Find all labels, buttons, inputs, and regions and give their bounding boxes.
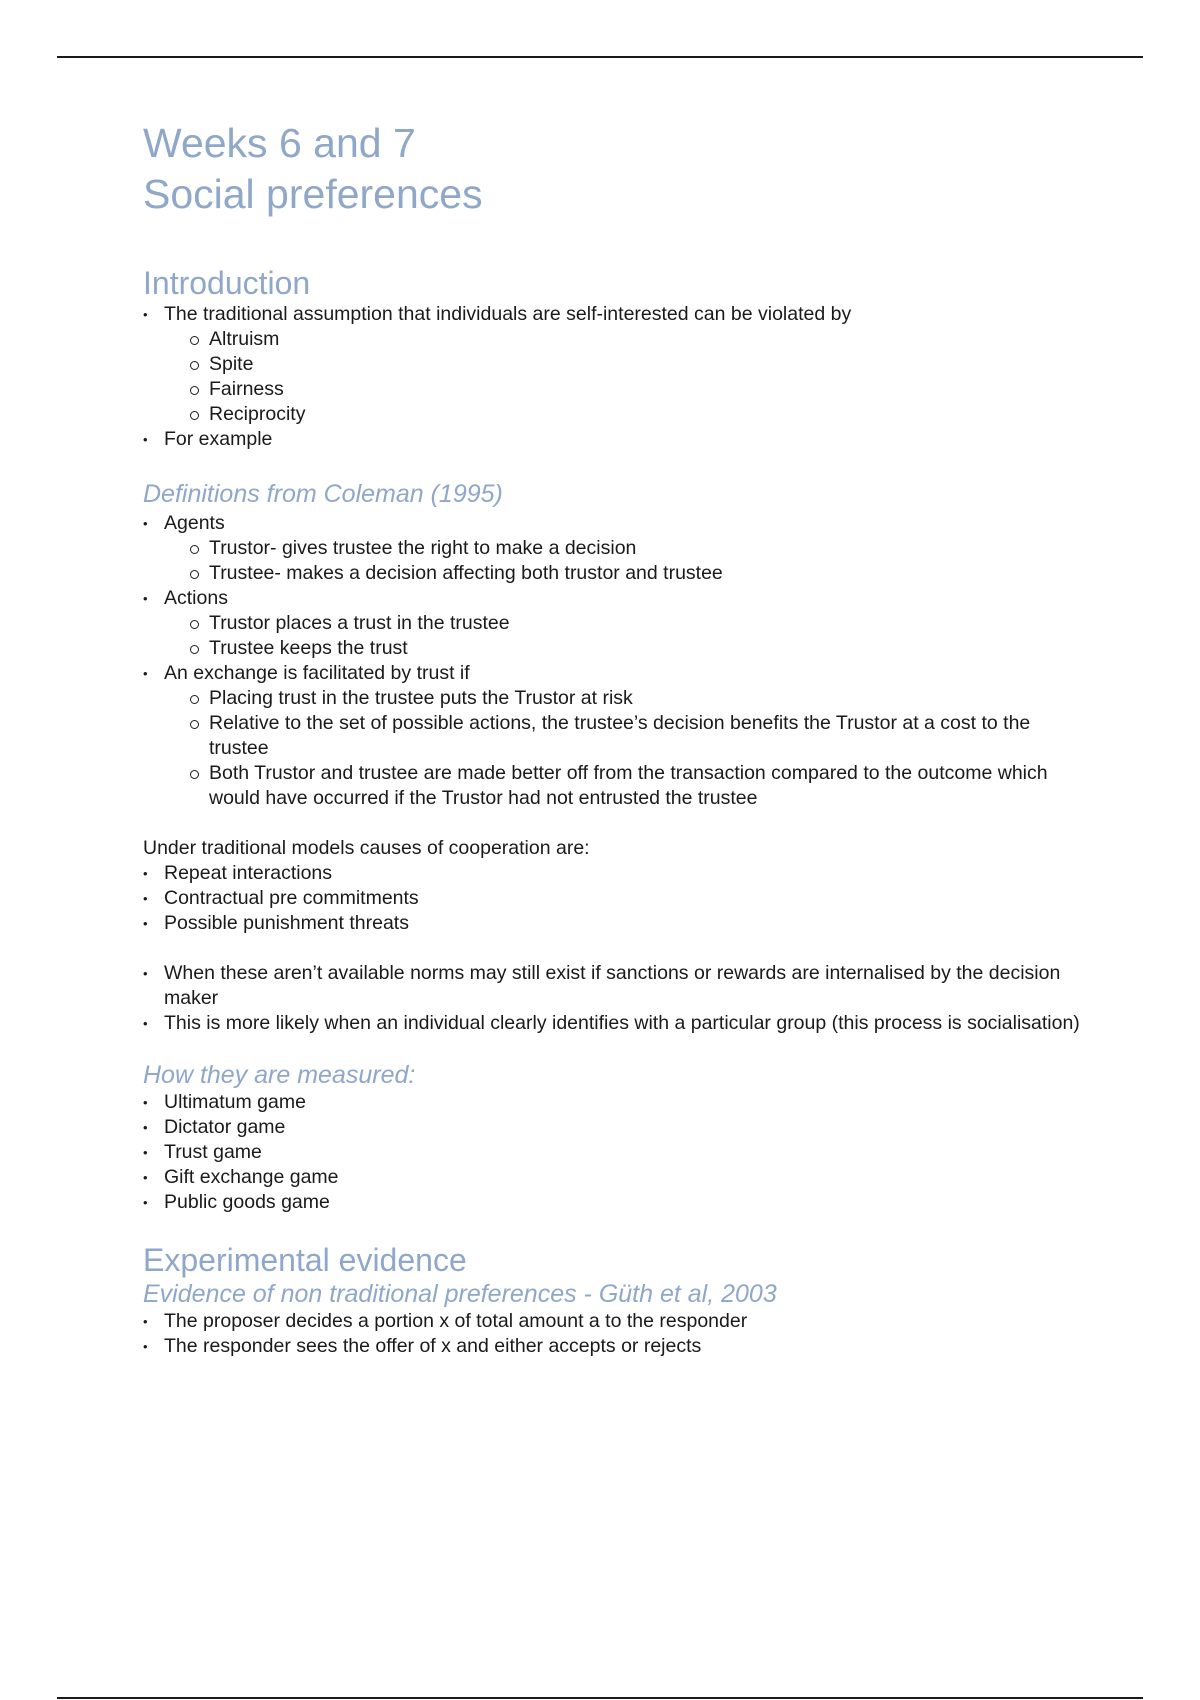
top-rule [57, 56, 1143, 58]
list-item-text: An exchange is facilitated by trust if [164, 662, 470, 684]
document-title [143, 118, 1083, 220]
list-item: • Public goods game [143, 1190, 1083, 1215]
list-item: Trustor- gives trustee the right to make a decision [187, 536, 1083, 561]
introduction-heading: Introduction [143, 265, 311, 301]
list-item: Trustee keeps the trust [187, 636, 1083, 661]
experimental-list [143, 1309, 1083, 1359]
list-item: • When these aren’t available norms may still exist if sanctions or rewards are internalised by the decision maker [143, 961, 1083, 1011]
list-item-text: The traditional assumption that individuals are self-interested can be violated by [164, 303, 852, 325]
list-item-text: Agents [164, 512, 225, 534]
list-item: Trustee- makes a decision affecting both trustor and trustee [187, 561, 1083, 586]
list-item: Placing trust in the trustee puts the Trustor at risk [187, 686, 1083, 711]
list-item-text: Actions [164, 587, 228, 609]
document-page [143, 118, 1083, 1359]
title-line-1: Weeks 6 and 7 [143, 120, 416, 166]
list-item [143, 661, 1083, 811]
list-item: Fairness [187, 377, 1083, 402]
title-line-2: Social preferences [143, 171, 483, 217]
list-item: Relative to the set of possible actions, the trustee’s decision benefits the Trustor at a cost to the trustee [187, 711, 1083, 761]
list-item: • This is more likely when an individual clearly identifies with a particular group (this process is socialisation) [143, 1011, 1083, 1036]
list-item: • Ultimatum game [143, 1090, 1083, 1115]
cooperation-causes-list [143, 861, 1083, 936]
definitions-list [143, 511, 1083, 811]
list-item: • For example [143, 427, 1083, 452]
actions-list [187, 611, 1083, 661]
list-item: • Gift exchange game [143, 1165, 1083, 1190]
list-item: • Dictator game [143, 1115, 1083, 1140]
experimental-subheading: Evidence of non traditional preferences - Güth et al, 2003 [143, 1280, 777, 1308]
list-item: • Contractual pre commitments [143, 886, 1083, 911]
list-item: • Trust game [143, 1140, 1083, 1165]
list-item: • The responder sees the offer of x and either accepts or rejects [143, 1334, 1083, 1359]
definitions-heading: Definitions from Coleman (1995) [143, 480, 503, 508]
introduction-list [143, 302, 1083, 452]
list-item: • The proposer decides a portion x of total amount a to the responder [143, 1309, 1083, 1334]
violation-list [187, 327, 1083, 427]
exchange-list [187, 686, 1083, 811]
experimental-heading: Experimental evidence [143, 1242, 467, 1278]
games-list [143, 1090, 1083, 1215]
list-item: • Repeat interactions [143, 861, 1083, 886]
list-item: Trustor places a trust in the trustee [187, 611, 1083, 636]
list-item: Altruism [187, 327, 1083, 352]
list-item: • Possible punishment threats [143, 911, 1083, 936]
list-item: Reciprocity [187, 402, 1083, 427]
cooperation-intro: Under traditional models causes of cooperation are: [143, 837, 590, 859]
cooperation-notes-list [143, 961, 1083, 1036]
list-item [143, 302, 1083, 427]
list-item [143, 511, 1083, 586]
list-item: Spite [187, 352, 1083, 377]
bottom-rule [57, 1697, 1143, 1699]
list-item [143, 586, 1083, 661]
list-item: Both Trustor and trustee are made better off from the transaction compared to the outcome which would have occurred if the Trustor had not entrusted the trustee [187, 761, 1083, 811]
agents-list [187, 536, 1083, 586]
measurement-heading: How they are measured: [143, 1061, 416, 1089]
